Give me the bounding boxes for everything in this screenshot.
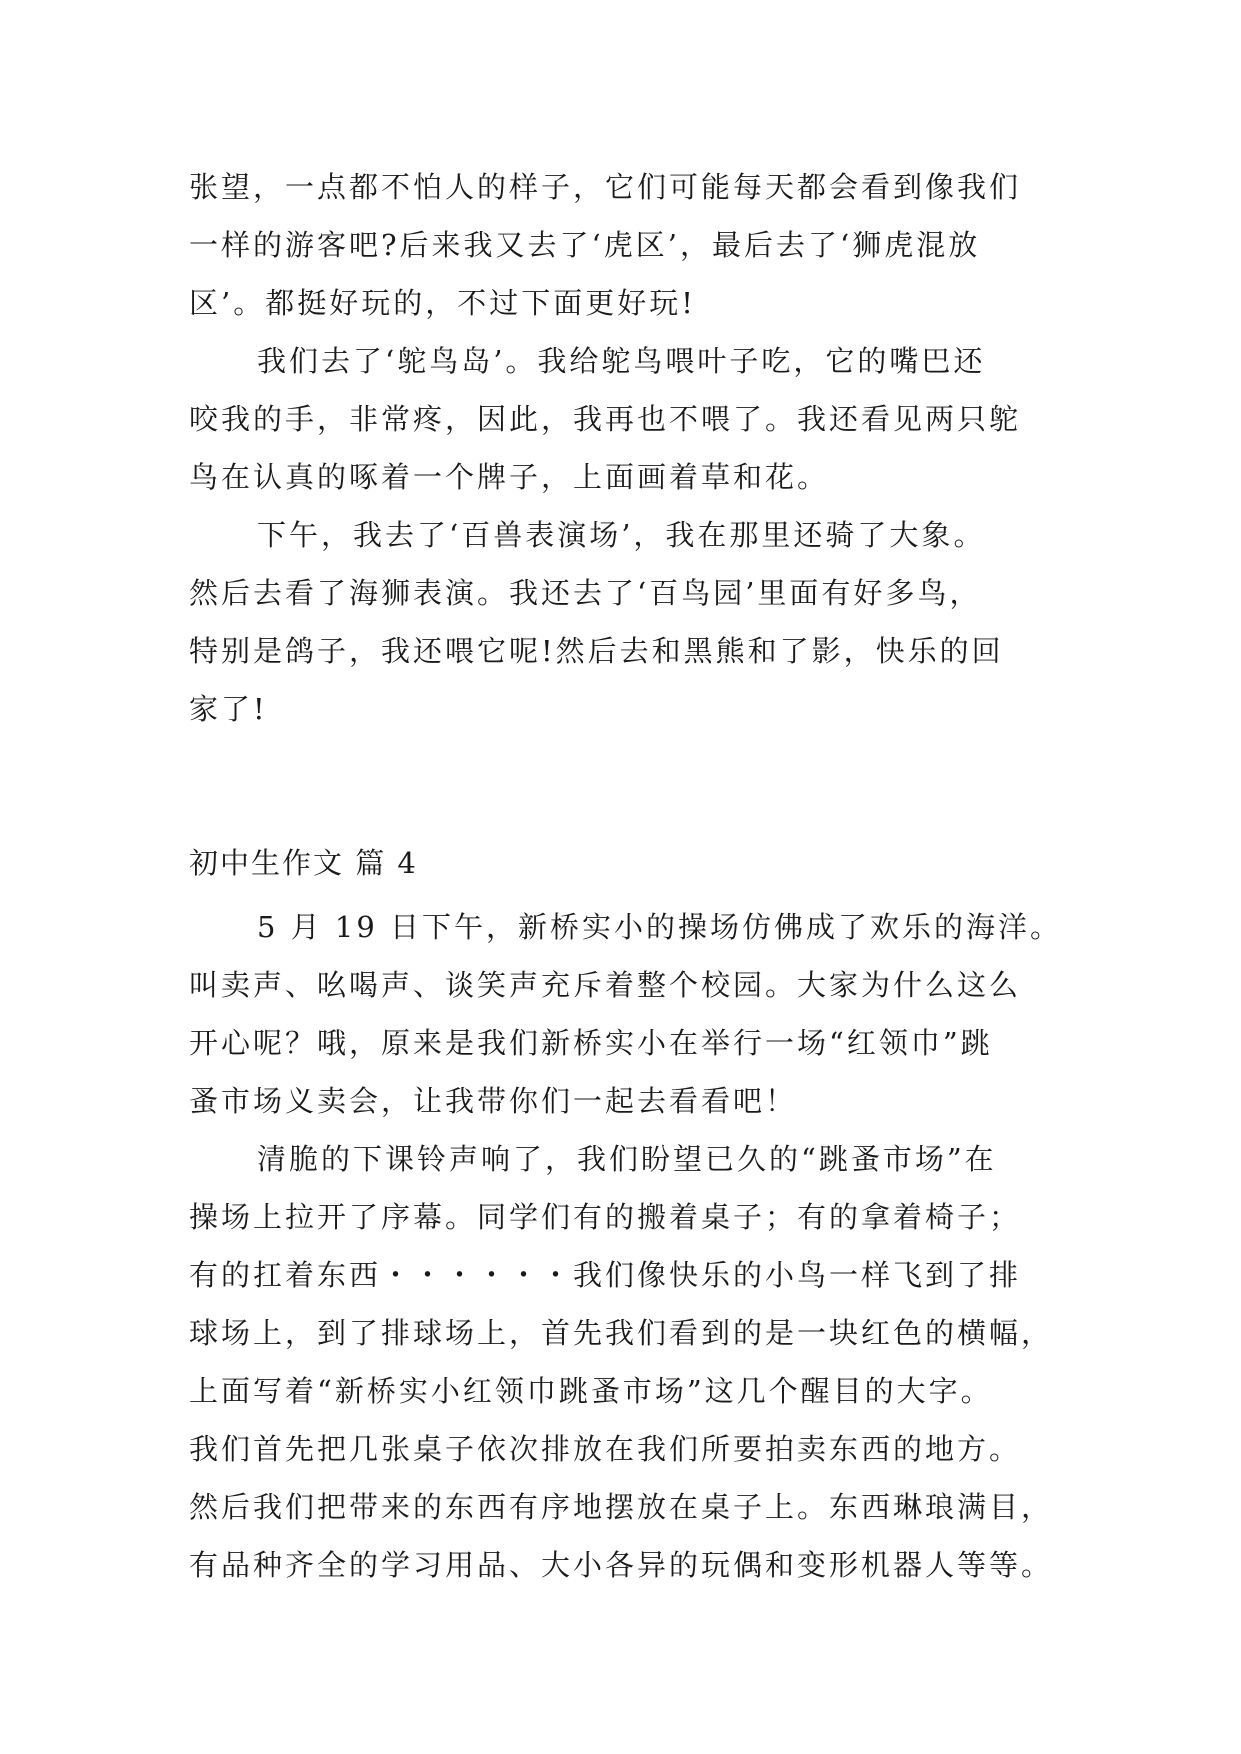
paragraph	[189, 158, 1069, 332]
text-line: 清脆的下课铃声响了，我们盼望已久的“跳蚤市场”在	[257, 1142, 997, 1176]
text-line: 有品种齐全的学习用品、大小各异的玩偶和变形机器人等等。	[189, 1548, 1054, 1582]
text-line: 有的扛着东西・・・・・・我们像快乐的小鸟一样飞到了排	[189, 1258, 1022, 1292]
paragraph	[189, 332, 1069, 506]
text-line: 然后去看了海狮表演。我还去了‘百鸟园’里面有好多鸟，	[189, 576, 982, 610]
text-line: 家了!	[189, 692, 268, 726]
document-page	[189, 158, 1069, 1594]
text-line: 开心呢？哦，原来是我们新桥实小在举行一场“红领巾”跳	[189, 1026, 993, 1060]
paragraph	[189, 506, 1069, 738]
text-line: 特别是鸽子，我还喂它呢!然后去和黑熊和了影，快乐的回	[189, 634, 1004, 668]
text-line: 然后我们把带来的东西有序地摆放在桌子上。东西琳琅满目，	[189, 1490, 1054, 1524]
text-line: 咬我的手，非常疼，因此，我再也不喂了。我还看见两只鸵	[189, 402, 1022, 436]
paragraph	[189, 898, 1069, 1130]
section-title: 初中生作文 篇 4	[189, 846, 418, 880]
paragraph	[189, 1130, 1069, 1594]
text-line: 蚤市场义卖会，让我带你们一起去看看吧！	[189, 1084, 798, 1118]
text-line: 上面写着“新桥实小红领巾跳蚤市场”这几个醒目的大字。	[189, 1374, 993, 1408]
text-line: 张望，一点都不怕人的样子，它们可能每天都会看到像我们	[189, 170, 1022, 204]
text-line: 球场上，到了排球场上，首先我们看到的是一块红色的横幅，	[189, 1316, 1054, 1350]
text-line: 鸟在认真的啄着一个牌子，上面画着草和花。	[189, 460, 830, 494]
text-line: 我们去了‘鸵鸟岛’。我给鸵鸟喂叶子吃，它的嘴巴还	[257, 344, 986, 378]
text-line: 一样的游客吧?后来我又去了‘虎区’，最后去了‘狮虎混放	[189, 228, 981, 262]
text-line: 我们首先把几张桌子依次排放在我们所要拍卖东西的地方。	[189, 1432, 1022, 1466]
text-line: 下午，我去了‘百兽表演场’，我在那里还骑了大象。	[257, 518, 986, 552]
text-line: 操场上拉开了序幕。同学们有的搬着桌子；有的拿着椅子；	[189, 1200, 1022, 1234]
text-line: 叫卖声、吆喝声、谈笑声充斥着整个校园。大家为什么这么	[189, 968, 1022, 1002]
text-line: 5 月 19 日下午，新桥实小的操场仿佛成了欢乐的海洋。	[257, 910, 1063, 944]
text-line: 区’。都挺好玩的，不过下面更好玩!	[189, 286, 696, 320]
section-gap	[189, 738, 1069, 834]
